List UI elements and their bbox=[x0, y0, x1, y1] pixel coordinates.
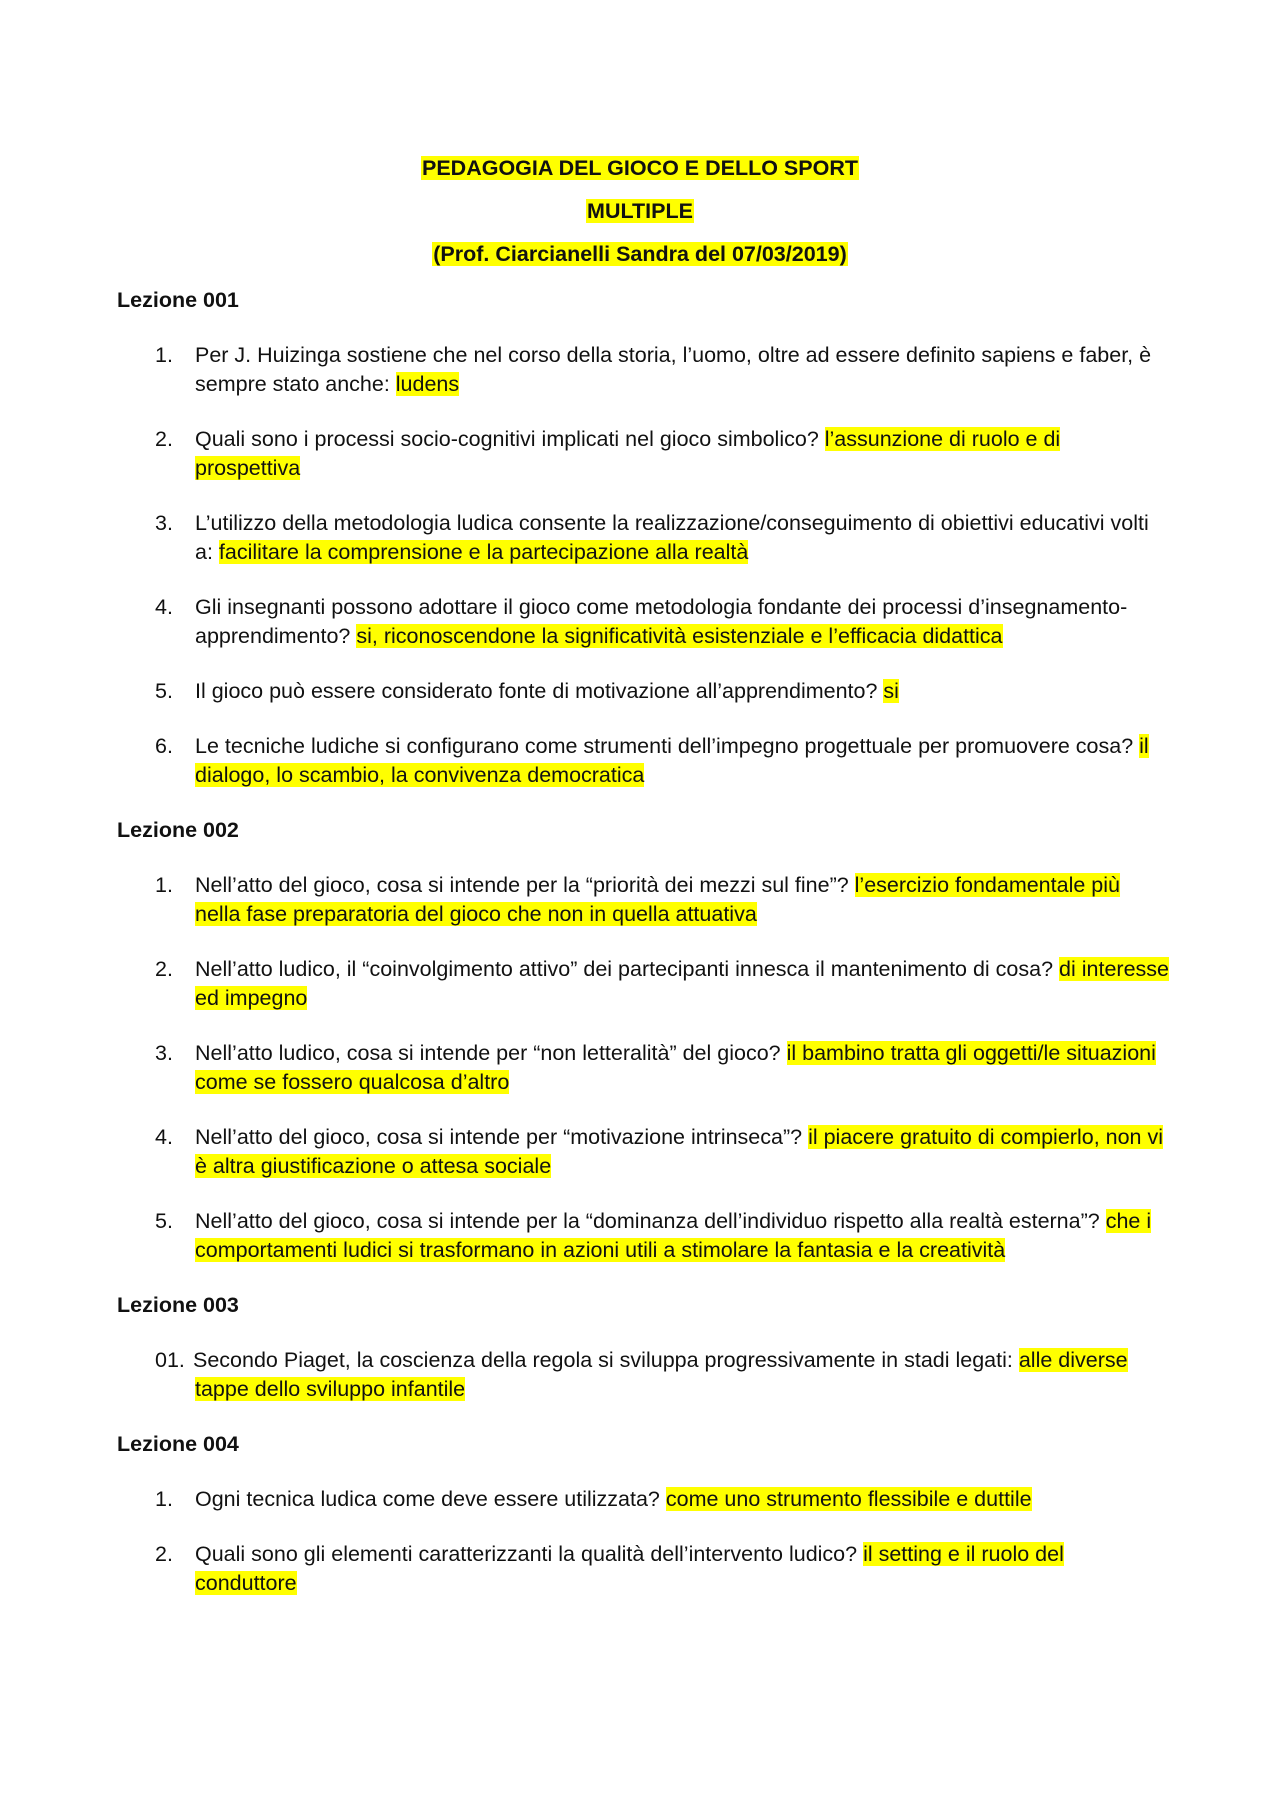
question-text: Il gioco può essere considerato fonte di motivazione all’apprendimento? bbox=[195, 679, 884, 703]
item-body bbox=[195, 677, 1171, 706]
answer-highlight: il piacere gratuito di compierlo, non vi è altra giustificazione o attesa sociale bbox=[195, 1125, 1164, 1178]
item-number: 6. bbox=[155, 734, 173, 758]
item-body bbox=[195, 1123, 1171, 1181]
question-text: Nell’atto del gioco, cosa si intende per “motivazione intrinseca”? bbox=[195, 1125, 809, 1149]
list-item bbox=[155, 732, 1171, 790]
question-text: Quali sono gli elementi caratterizzanti la qualità dell’intervento ludico? bbox=[195, 1542, 864, 1566]
item-number: 1. bbox=[155, 343, 173, 367]
question-text: Quali sono i processi socio-cognitivi implicati nel gioco simbolico? bbox=[195, 427, 825, 451]
item-number: 3. bbox=[155, 1041, 173, 1065]
item-number: 3. bbox=[155, 511, 173, 535]
item-body bbox=[195, 871, 1171, 929]
list-item bbox=[155, 677, 1171, 706]
list-item bbox=[155, 1346, 1171, 1404]
answer-highlight: come uno strumento flessibile e duttile bbox=[665, 1487, 1032, 1511]
answer-highlight: facilitare la comprensione e la partecipazione alla realtà bbox=[218, 540, 749, 564]
question-text: Gli insegnanti possono adottare il gioco come metodologia fondante dei processi d’insegnamento-apprendimento? bbox=[195, 595, 1128, 648]
item-number: 4. bbox=[155, 1125, 173, 1149]
section-heading-lezione-004: Lezione 004 bbox=[117, 1432, 239, 1456]
answer-highlight: ludens bbox=[395, 372, 460, 396]
item-number: 2. bbox=[155, 957, 173, 981]
answer-highlight: alle diverse tappe dello sviluppo infantile bbox=[195, 1348, 1128, 1401]
item-body bbox=[195, 1207, 1171, 1265]
answer-highlight: il dialogo, lo scambio, la convivenza democratica bbox=[195, 734, 1149, 787]
item-body bbox=[195, 509, 1171, 567]
document-author-date: (Prof. Ciarcianelli Sandra del 07/03/2019) bbox=[433, 242, 847, 266]
section-heading-lezione-002: Lezione 002 bbox=[117, 818, 239, 842]
list-item bbox=[155, 955, 1171, 1013]
item-number: 5. bbox=[155, 679, 173, 703]
item-number: 2. bbox=[155, 427, 173, 451]
question-text: Nell’atto ludico, il “coinvolgimento attivo” dei partecipanti innesca il mantenimento di cosa? bbox=[195, 957, 1060, 981]
document-title-block bbox=[0, 154, 1280, 283]
answer-highlight: di interesse ed impegno bbox=[195, 957, 1169, 1010]
item-body bbox=[195, 593, 1171, 651]
list-item bbox=[155, 871, 1171, 929]
item-body bbox=[195, 955, 1171, 1013]
item-body bbox=[195, 425, 1171, 483]
section-heading-lezione-003: Lezione 003 bbox=[117, 1293, 239, 1317]
list-item bbox=[155, 593, 1171, 651]
item-number: 4. bbox=[155, 595, 173, 619]
question-text: Nell’atto del gioco, cosa si intende per la “priorità dei mezzi sul fine”? bbox=[195, 873, 855, 897]
list-item bbox=[155, 341, 1171, 399]
item-body bbox=[195, 1039, 1171, 1097]
question-text: Nell’atto del gioco, cosa si intende per la “dominanza dell’individuo rispetto alla realtà esterna”? bbox=[195, 1209, 1106, 1233]
section-heading-lezione-001: Lezione 001 bbox=[117, 288, 239, 312]
list-item bbox=[155, 1123, 1171, 1181]
item-body bbox=[195, 1540, 1171, 1598]
item-body bbox=[195, 732, 1171, 790]
question-text: Secondo Piaget, la coscienza della regola si sviluppa progressivamente in stadi legati: bbox=[193, 1348, 1019, 1372]
item-number: 1. bbox=[155, 873, 173, 897]
list-item bbox=[155, 1039, 1171, 1097]
answer-highlight: il setting e il ruolo del conduttore bbox=[195, 1542, 1064, 1595]
answer-highlight: l’assunzione di ruolo e di prospettiva bbox=[195, 427, 1061, 480]
item-number: 1. bbox=[155, 1487, 173, 1511]
question-text: Ogni tecnica ludica come deve essere utilizzata? bbox=[195, 1487, 666, 1511]
question-text: Per J. Huizinga sostiene che nel corso della storia, l’uomo, oltre ad essere definito sapiens e faber, è sempre stato anche: bbox=[195, 343, 1152, 396]
question-text: Nell’atto ludico, cosa si intende per “non letteralità” del gioco? bbox=[195, 1041, 787, 1065]
answer-highlight: si bbox=[883, 679, 899, 703]
item-number: 2. bbox=[155, 1542, 173, 1566]
item-body bbox=[195, 1485, 1171, 1514]
document-title: PEDAGOGIA DEL GIOCO E DELLO SPORT bbox=[421, 156, 858, 180]
list-item bbox=[155, 1485, 1171, 1514]
item-number: 5. bbox=[155, 1209, 173, 1233]
question-text: L’utilizzo della metodologia ludica consente la realizzazione/conseguimento di obiettivi educativi volti a: bbox=[195, 511, 1149, 564]
list-item bbox=[155, 1540, 1171, 1598]
list-item bbox=[155, 509, 1171, 567]
document-subtitle: MULTIPLE bbox=[587, 199, 693, 223]
answer-highlight: il bambino tratta gli oggetti/le situazioni come se fossero qualcosa d’altro bbox=[195, 1041, 1156, 1094]
answer-highlight: si, riconoscendone la significatività esistenziale e l’efficacia didattica bbox=[356, 624, 1003, 648]
question-text: Le tecniche ludiche si configurano come strumenti dell’impegno progettuale per promuovere cosa? bbox=[195, 734, 1140, 758]
list-item bbox=[155, 425, 1171, 483]
answer-highlight: l’esercizio fondamentale più nella fase preparatoria del gioco che non in quella attuativa bbox=[195, 873, 1120, 926]
list-item bbox=[155, 1207, 1171, 1265]
item-body bbox=[195, 341, 1171, 399]
item-body bbox=[195, 1346, 1171, 1404]
item-number: 01. bbox=[155, 1348, 185, 1372]
answer-highlight: che i comportamenti ludici si trasformano in azioni utili a stimolare la fantasia e la creatività bbox=[195, 1209, 1152, 1262]
